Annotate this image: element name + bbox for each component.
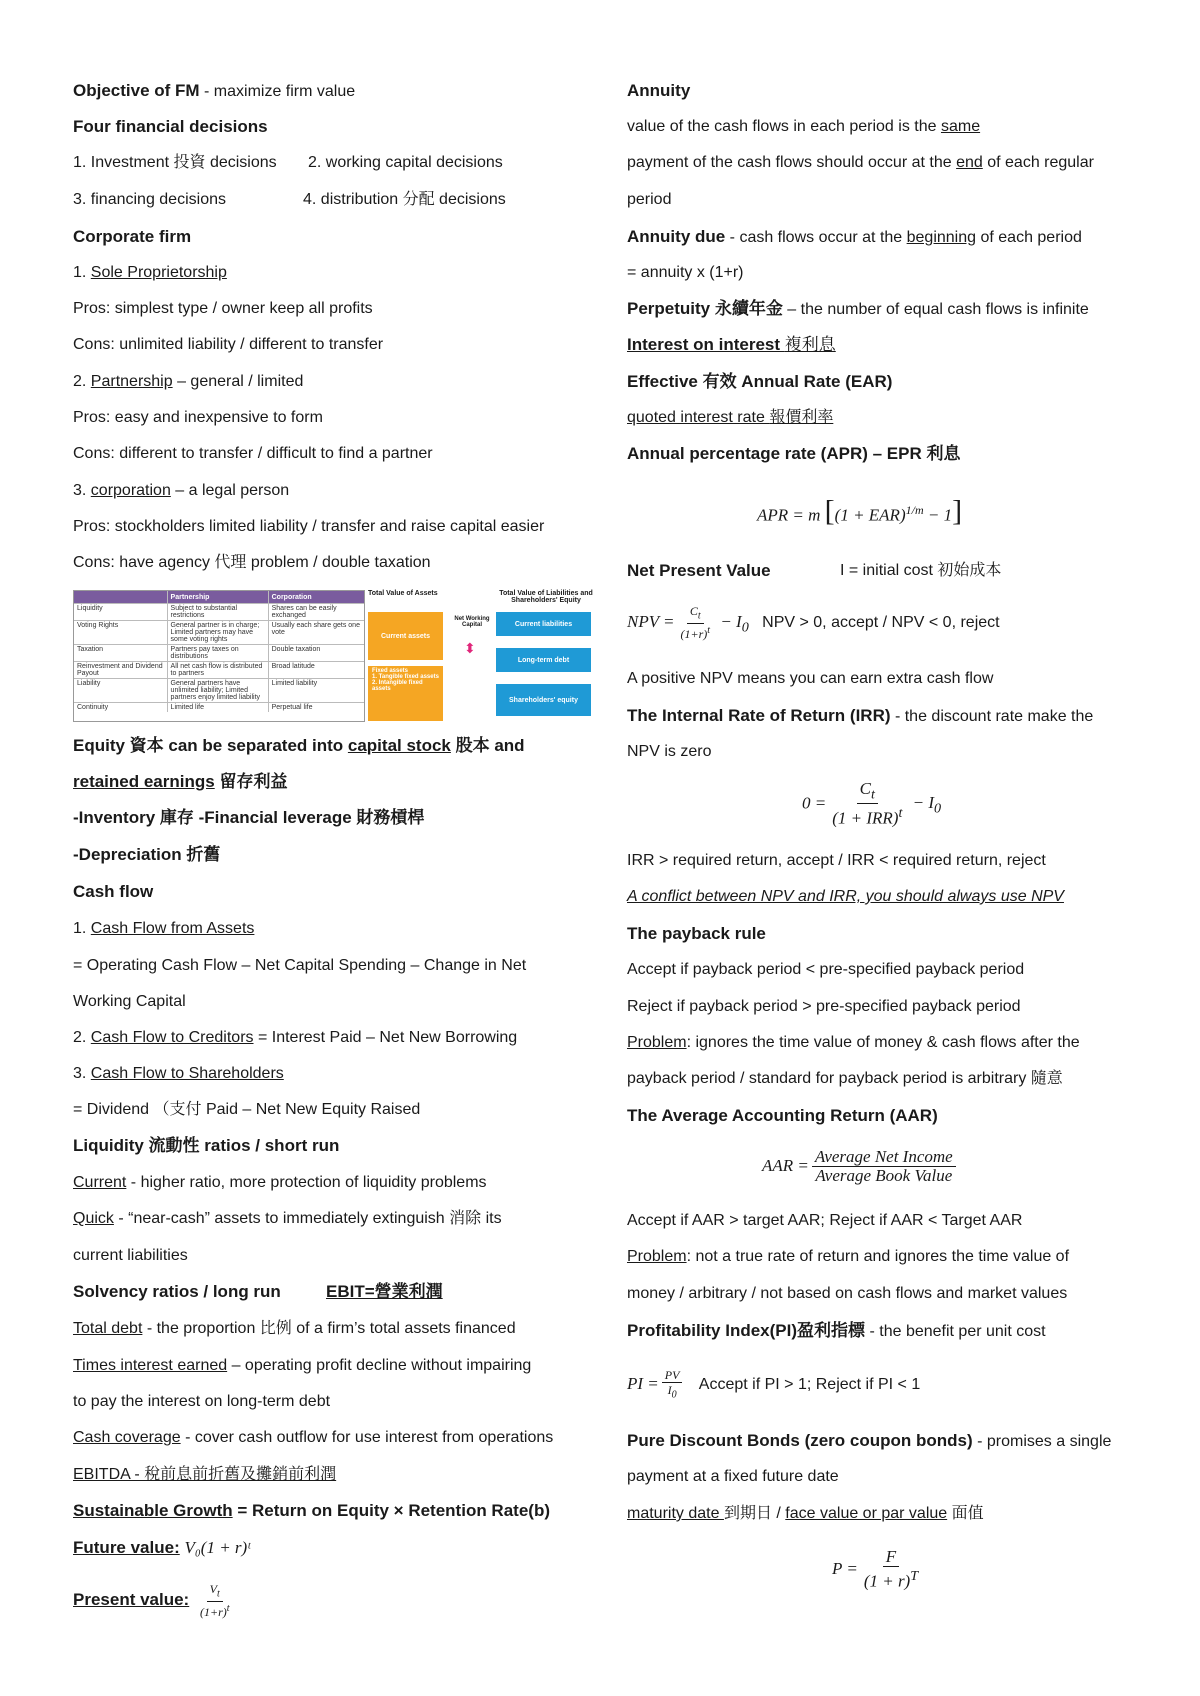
table-cell: Partners pay taxes on distributions bbox=[167, 645, 268, 661]
cfs-prefix: 3. bbox=[73, 1065, 91, 1082]
bond-lhs: P = bbox=[832, 1559, 858, 1578]
npv-title: Net Present Value bbox=[627, 561, 771, 580]
intangible-label: 2. Intangible fixed assets bbox=[372, 680, 423, 692]
table-cell: Broad latitude bbox=[268, 662, 364, 678]
maturity-label: maturity date bbox=[627, 1505, 724, 1522]
cfs-equation: = Dividend （支付 Paid – Net New Equity Raised bbox=[73, 1101, 421, 1118]
payback-title: The payback rule bbox=[627, 924, 766, 943]
aar-rule: Accept if AAR > target AAR; Reject if AAR < Target AAR bbox=[627, 1212, 1023, 1229]
retained-line bbox=[73, 771, 287, 793]
table-cell: Double taxation bbox=[268, 645, 364, 661]
table-row bbox=[74, 620, 364, 644]
decision-1: 1. Investment 投資 decisions bbox=[73, 154, 277, 171]
annuity-text-a: value of the cash flows in each period is the bbox=[627, 118, 941, 135]
table-cell: Perpetual life bbox=[268, 703, 364, 712]
table-row bbox=[74, 661, 364, 678]
npv-rule: NPV > 0, accept / NPV < 0, reject bbox=[762, 614, 1000, 631]
conflict-note: A conflict between NPV and IRR, you should always use NPV bbox=[627, 888, 1064, 905]
corporate-title: Corporate firm bbox=[73, 227, 192, 246]
interest-on-interest bbox=[627, 334, 836, 356]
partnership-line bbox=[73, 371, 303, 393]
quoted-rate bbox=[627, 407, 833, 429]
partnership-pros: Pros: easy and inexpensive to form bbox=[73, 409, 323, 426]
maturity-line bbox=[627, 1503, 984, 1525]
bonds-line bbox=[627, 1430, 1111, 1453]
nwc-arrow-icon: ⬍ bbox=[464, 640, 476, 656]
annuity-title: Annuity bbox=[627, 81, 691, 100]
future-line bbox=[73, 1537, 250, 1559]
cfa-equation-2: Working Capital bbox=[73, 993, 186, 1010]
pi-fraction: $\frac{PV}{I_0}$ bbox=[662, 1368, 683, 1402]
decision-2: 2. working capital decisions bbox=[308, 154, 503, 171]
tangible-label: 1. Tangible fixed assets bbox=[372, 674, 439, 680]
annuity-due-beginning: beginning bbox=[906, 229, 977, 246]
present-label: Present value: bbox=[73, 1590, 190, 1609]
solvency-title: Solvency ratios / long run bbox=[73, 1282, 281, 1301]
cfc-label: Cash Flow to Creditors bbox=[90, 1029, 254, 1046]
corp-label: corporation bbox=[90, 482, 171, 499]
annuity-line-3: period bbox=[627, 191, 672, 208]
retained-earnings-cn: 留存利益 bbox=[214, 772, 288, 791]
pi-line bbox=[627, 1320, 1046, 1343]
npv-lhs: NPV = bbox=[627, 612, 675, 631]
cfa-equation: = Operating Cash Flow – Net Capital Spending – Change in Net bbox=[73, 957, 527, 974]
table-cell: Taxation bbox=[77, 646, 104, 653]
aar-fraction bbox=[812, 1148, 956, 1185]
irr-fraction: $\frac{C_t}{(1 + IRR)^t}$ bbox=[832, 779, 903, 829]
aar-problem-text: : not a true rate of return and ignores the time value of bbox=[686, 1248, 1070, 1265]
retained-earnings: retained earnings bbox=[73, 772, 215, 791]
corp-prefix: 3. bbox=[73, 482, 91, 499]
bond-formula bbox=[832, 1545, 924, 1594]
table-row bbox=[74, 603, 364, 620]
payback-problem-text: : ignores the time value of money & cash flows after the bbox=[686, 1034, 1080, 1051]
perpetuity-text: – the number of equal cash flows is infinite bbox=[782, 301, 1089, 318]
annuity-due-c: of each period bbox=[976, 229, 1082, 246]
cashflow-title: Cash flow bbox=[73, 882, 154, 901]
aar-lhs: AAR = bbox=[762, 1156, 809, 1175]
table-cell: Shares can be easily exchanged bbox=[268, 604, 364, 620]
objective-line bbox=[73, 80, 355, 103]
present-fraction: $\frac{V_t}{(1+r)^t}$ bbox=[199, 1581, 230, 1620]
quick-line-2: current liabilities bbox=[73, 1247, 188, 1264]
quick-label: Quick bbox=[73, 1210, 114, 1227]
perpetuity-title: Perpetuity 永續年金 bbox=[627, 299, 783, 318]
objective-text: - maximize firm value bbox=[199, 83, 356, 100]
face-value-cn: 面值 bbox=[947, 1505, 984, 1522]
cfc-equation: = Interest Paid – Net New Borrowing bbox=[253, 1029, 518, 1046]
total-debt-label: Total debt bbox=[73, 1320, 143, 1337]
cash-coverage-text: - cover cash outflow for use interest from operations bbox=[180, 1429, 554, 1446]
pi-formula-line bbox=[627, 1362, 920, 1407]
equity-line bbox=[73, 735, 525, 757]
balance-sheet-diagram bbox=[368, 590, 596, 725]
bond-fraction: $\frac{F}{(1 + r)^T}$ bbox=[863, 1547, 919, 1592]
table-header-cell: Corporation bbox=[268, 591, 364, 603]
apr-formula: APR = m [(1 + EAR)$^{1/m}$ − 1] bbox=[757, 494, 963, 528]
sustainable-text: = Return on Equity × Retention Rate(b) bbox=[232, 1501, 550, 1520]
table-cell: Limited life bbox=[167, 703, 268, 712]
total-debt-text: - the proportion 比例 of a firm’s total assets financed bbox=[142, 1320, 516, 1337]
table-header-cell bbox=[74, 591, 167, 603]
annuity-same: same bbox=[940, 118, 981, 135]
liquidity-title: Liquidity 流動性 ratios / short run bbox=[73, 1136, 340, 1155]
total-debt-line bbox=[73, 1318, 516, 1340]
fixed-assets-label: Fixed assets bbox=[372, 668, 409, 674]
pi-lhs: PI = bbox=[627, 1374, 659, 1393]
cfa-label: Cash Flow from Assets bbox=[90, 920, 255, 937]
current-liabilities-box: Current liabilities bbox=[496, 612, 591, 636]
liabilities-title: Total Value of Liabilities and Shareholders' Equity bbox=[499, 590, 593, 604]
corp-cons: Cons: have agency 代理 problem / double taxation bbox=[73, 554, 431, 571]
annuity-due-equation: = annuity x (1+r) bbox=[627, 264, 744, 281]
npv-positive: A positive NPV means you can earn extra cash flow bbox=[627, 670, 994, 687]
aar-title: The Average Accounting Return (AAR) bbox=[627, 1106, 938, 1125]
aar-denominator: Average Book Value bbox=[815, 1166, 953, 1186]
partnership-prefix: 2. bbox=[73, 373, 91, 390]
cfa-prefix: 1. bbox=[73, 920, 91, 937]
npv-formula-line: NPV = $\frac{C_t}{(1+r)^t}$ − $I_0$ NPV > 0, accept / NPV < 0, reject bbox=[627, 604, 1000, 642]
future-formula: V₀(1 + r)ᵗ bbox=[184, 1538, 251, 1557]
inventory-line: -Inventory 庫存 -Financial leverage 財務槓桿 bbox=[73, 808, 425, 827]
table-cell: Usually each share gets one vote bbox=[268, 621, 364, 644]
comparison-table bbox=[73, 590, 365, 722]
pi-title: Profitability Index(PI)盈利指標 bbox=[627, 1321, 866, 1340]
annuity-line-1 bbox=[627, 116, 980, 138]
annuity-line-2 bbox=[627, 152, 1094, 174]
annuity-due-line bbox=[627, 226, 1082, 249]
ebit-note: EBIT=營業利潤 bbox=[326, 1282, 443, 1301]
table-cell: Liquidity bbox=[77, 605, 103, 612]
equity-text-c: 股本 and bbox=[450, 736, 525, 755]
payback-problem bbox=[627, 1032, 1080, 1054]
tie-label: Times interest earned bbox=[73, 1357, 228, 1374]
four-decisions-title: Four financial decisions bbox=[73, 117, 268, 136]
table-row bbox=[74, 702, 364, 712]
npv-note: I = initial cost 初始成本 bbox=[840, 562, 1002, 579]
current-text: - higher ratio, more protection of liquidity problems bbox=[126, 1174, 487, 1191]
table-cell: General partner is in charge; Limited partners may have some voting rights bbox=[167, 621, 268, 644]
partnership-cons: Cons: different to transfer / difficult to find a partner bbox=[73, 445, 433, 462]
table-cell: Liability bbox=[77, 680, 101, 687]
annuity-text-c: of each regular bbox=[982, 154, 1094, 171]
sustainable-line bbox=[73, 1500, 550, 1522]
corp-line bbox=[73, 480, 289, 502]
irr-line bbox=[627, 705, 1093, 728]
capital-stock: capital stock bbox=[347, 736, 451, 755]
current-assets-box: Current assets bbox=[368, 612, 443, 660]
pi-rule: Accept if PI > 1; Reject if PI < 1 bbox=[698, 1376, 921, 1393]
objective-title: Objective of FM bbox=[73, 81, 200, 100]
quoted-cn: 報價利率 bbox=[769, 409, 834, 426]
tie-line-2: to pay the interest on long-term debt bbox=[73, 1393, 331, 1410]
cfa-line bbox=[73, 918, 254, 940]
table-header bbox=[74, 591, 364, 603]
assets-title: Total Value of Assets bbox=[368, 590, 438, 597]
sole-prefix: 1. bbox=[73, 264, 91, 281]
depreciation-line: -Depreciation 折舊 bbox=[73, 845, 221, 864]
problem-label: Problem bbox=[627, 1248, 687, 1265]
sole-pros: Pros: simplest type / owner keep all profits bbox=[73, 300, 373, 317]
pi-text: - the benefit per unit cost bbox=[865, 1323, 1046, 1340]
tie-text: – operating profit decline without impairing bbox=[227, 1357, 532, 1374]
cfs-label: Cash Flow to Shareholders bbox=[90, 1065, 284, 1082]
irr-text: - the discount rate make the bbox=[890, 708, 1094, 725]
annuity-end: end bbox=[956, 154, 983, 171]
partnership-suffix: – general / limited bbox=[172, 373, 304, 390]
present-line bbox=[73, 1580, 236, 1620]
table-cell: General partners have unlimited liability; Limited partners enjoy limited liability bbox=[167, 679, 268, 702]
equity-box: Shareholders' equity bbox=[496, 684, 591, 716]
sustainable-label: Sustainable Growth bbox=[73, 1501, 233, 1520]
aar-formula bbox=[762, 1142, 959, 1191]
table-row bbox=[74, 644, 364, 661]
cfc-line bbox=[73, 1027, 517, 1049]
irr-formula: 0 = $\frac{C_t}{(1 + IRR)^t}$ − $I_0$ bbox=[802, 779, 942, 829]
cfs-line bbox=[73, 1063, 284, 1085]
sole-label: Sole Proprietorship bbox=[90, 264, 227, 281]
apr-lhs: APR = m bbox=[757, 505, 821, 525]
cash-coverage-line bbox=[73, 1427, 553, 1449]
payback-reject: Reject if payback period > pre-specified payback period bbox=[627, 998, 1021, 1015]
long-term-debt-box: Long-term debt bbox=[496, 648, 591, 672]
separator: / bbox=[771, 1505, 786, 1522]
irr-lhs: 0 = bbox=[802, 793, 827, 813]
npv-fraction: $\frac{C_t}{(1+r)^t}$ bbox=[680, 604, 711, 642]
annuity-due-title: Annuity due bbox=[627, 227, 726, 246]
irr-line-2: NPV is zero bbox=[627, 743, 712, 760]
aar-problem bbox=[627, 1246, 1069, 1268]
table-cell: All net cash flow is distributed to partners bbox=[167, 662, 268, 678]
equity-text-a: Equity 資本 can be separated into bbox=[73, 736, 348, 755]
apr-title: Annual percentage rate (APR) – EPR 利息 bbox=[627, 444, 961, 463]
maturity-cn: 到期日 bbox=[723, 1505, 772, 1522]
annuity-due-a: - cash flows occur at the bbox=[725, 229, 907, 246]
tie-line bbox=[73, 1355, 531, 1377]
cfc-prefix: 2. bbox=[73, 1029, 91, 1046]
ioi-label: Interest on interest bbox=[627, 335, 785, 354]
perpetuity-line bbox=[627, 298, 1089, 321]
face-value-label: face value or par value bbox=[785, 1505, 948, 1522]
corp-suffix: – a legal person bbox=[170, 482, 290, 499]
sole-cons: Cons: unlimited liability / different to transfer bbox=[73, 336, 384, 353]
aar-numerator: Average Net Income bbox=[812, 1148, 956, 1167]
fixed-assets-box bbox=[368, 666, 443, 721]
cash-coverage-label: Cash coverage bbox=[73, 1429, 181, 1446]
table-cell: Subject to substantial restrictions bbox=[167, 604, 268, 620]
quick-text: - “near-cash” assets to immediately extinguish 消除 its bbox=[113, 1210, 502, 1227]
payback-accept: Accept if payback period < pre-specified payback period bbox=[627, 961, 1025, 978]
corp-pros: Pros: stockholders limited liability / transfer and raise capital easier bbox=[73, 518, 545, 535]
nwc-label: Net Working Capital bbox=[454, 616, 490, 628]
table-cell: Voting Rights bbox=[77, 622, 119, 629]
quick-line bbox=[73, 1208, 502, 1230]
table-cell: Continuity bbox=[77, 704, 109, 711]
table-header-cell: Partnership bbox=[167, 591, 268, 603]
payback-problem-2: payback period / standard for payback period is arbitrary 隨意 bbox=[627, 1070, 1063, 1087]
problem-label: Problem bbox=[627, 1034, 687, 1051]
ebitda-line: EBITDA - 稅前息前折舊及攤銷前利潤 bbox=[73, 1466, 337, 1483]
bonds-line-2: payment at a fixed future date bbox=[627, 1468, 839, 1485]
decision-3: 3. financing decisions bbox=[73, 191, 226, 208]
quoted-label: quoted interest rate bbox=[627, 409, 770, 426]
partnership-label: Partnership bbox=[90, 373, 173, 390]
ioi-cn: 複利息 bbox=[784, 335, 836, 354]
decision-4: 4. distribution 分配 decisions bbox=[303, 191, 506, 208]
bonds-text: - promises a single bbox=[972, 1433, 1112, 1450]
current-label: Current bbox=[73, 1174, 127, 1191]
table-row bbox=[74, 678, 364, 702]
current-line bbox=[73, 1172, 487, 1194]
bonds-title: Pure Discount Bonds (zero coupon bonds) bbox=[627, 1431, 973, 1450]
annuity-text-b: payment of the cash flows should occur at the bbox=[627, 154, 957, 171]
sole-line bbox=[73, 262, 227, 284]
ear-title: Effective 有效 Annual Rate (EAR) bbox=[627, 372, 893, 391]
irr-rule: IRR > required return, accept / IRR < required return, reject bbox=[627, 852, 1046, 869]
irr-title: The Internal Rate of Return (IRR) bbox=[627, 706, 891, 725]
future-label: Future value: bbox=[73, 1538, 180, 1557]
table-cell: Limited liability bbox=[268, 679, 364, 702]
table-cell: Reinvestment and Dividend Payout bbox=[77, 663, 163, 677]
aar-problem-2: money / arbitrary / not based on cash flows and market values bbox=[627, 1285, 1068, 1302]
